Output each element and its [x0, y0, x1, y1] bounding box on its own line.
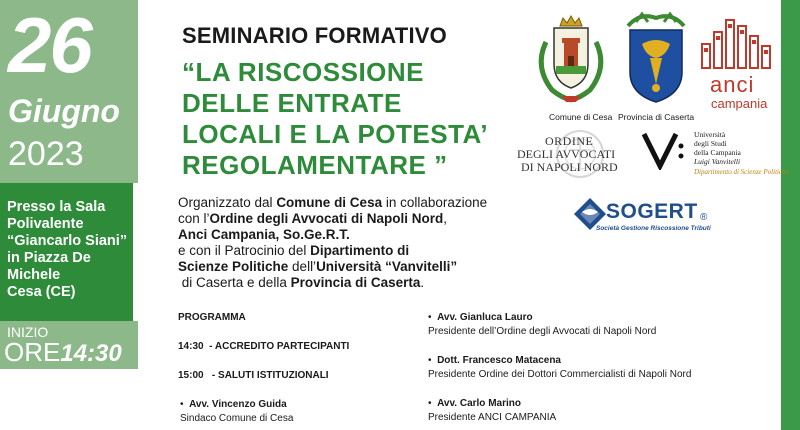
start-time — [4, 339, 122, 366]
org-text: Organizzato dal — [178, 195, 277, 210]
univ-line: Luigi Vanvitelli — [694, 157, 741, 166]
program-time: 15:00 — [178, 370, 204, 381]
bullet-icon: • — [428, 312, 438, 323]
anci-logo-icon — [700, 14, 772, 76]
speaker-role: Presidente ANCI CAMPANIA — [428, 412, 557, 423]
univ-department: Dipartimento di Scienze Politiche — [694, 168, 789, 176]
program-title: PROGRAMMA — [178, 312, 246, 323]
title-line: “LA RISCOSSIONE — [182, 57, 425, 87]
anci-word: anci — [710, 72, 755, 97]
venue-line: Cesa (CE) — [7, 284, 76, 300]
org-text: . — [420, 275, 425, 290]
sogert-word: SOGERT — [606, 200, 698, 223]
venue-line: “Giancarlo Siani” — [7, 233, 128, 249]
ordine-line: ORDINE — [545, 134, 594, 148]
speaker-role: Presidente Ordine dei Dottori Commercialisti di Napoli Nord — [428, 369, 692, 380]
sogert-tagline: Società Gestione Riscossione Tributi — [596, 225, 711, 232]
program-item — [178, 341, 349, 352]
org-text: in collaborazione — [382, 195, 488, 210]
speaker-role: Sindaco Comune di Cesa — [180, 413, 294, 424]
title-line: DELLE ENTRATE — [182, 88, 402, 118]
org-text: di Caserta e della — [181, 275, 291, 290]
venue-box — [0, 183, 133, 321]
caserta-caption: Provincia di Caserta — [618, 112, 695, 122]
speaker-name: Avv. Vincenzo Guida — [189, 399, 287, 410]
caserta-coat-of-arms-icon — [622, 10, 690, 108]
org-text: con l’ — [178, 211, 210, 226]
program-time: 14:30 — [178, 341, 204, 352]
start-time-value: 14:30 — [60, 340, 122, 367]
seminar-title — [182, 57, 522, 181]
bullet-icon: • — [428, 355, 438, 366]
speaker-item — [180, 399, 287, 410]
vanvitelli-v-logo-icon — [640, 130, 686, 170]
program-item — [178, 370, 329, 381]
ordine-line: DI NAPOLI NORD — [521, 160, 618, 174]
venue-line: in Piazza De — [7, 250, 91, 266]
cesa-coat-of-arms-icon — [530, 12, 612, 108]
anci-region: campania — [711, 96, 768, 111]
title-line: REGOLAMENTARE ” — [182, 150, 448, 180]
ordine-line: DEGLI AVVOCATI — [517, 147, 616, 161]
speaker-name: Dott. Francesco Matacena — [437, 355, 561, 366]
start-time-box — [0, 321, 138, 369]
org-text-bold: Scienze Politiche — [178, 259, 289, 274]
start-prefix: ORE — [4, 337, 61, 367]
seminar-heading: SEMINARIO FORMATIVO — [182, 23, 447, 48]
org-text: , — [443, 211, 448, 226]
date-box — [0, 0, 138, 183]
speaker-item — [428, 355, 561, 366]
speaker-name: Avv. Carlo Marino — [437, 398, 521, 409]
registered-mark-icon: ® — [700, 212, 708, 223]
venue-line: Polivalente — [7, 216, 84, 232]
speaker-item — [428, 312, 533, 323]
univ-line: Università — [694, 130, 726, 139]
org-text: e con il Patrocinio del — [178, 243, 311, 258]
speaker-item — [428, 398, 521, 409]
speaker-role: Presidente dell’Ordine degli Avvocati di Napoli Nord — [428, 326, 657, 337]
bullet-icon: • — [428, 398, 438, 409]
right-decorative-strip — [781, 0, 800, 430]
left-column — [0, 0, 138, 430]
organizers-text — [178, 195, 523, 291]
event-day: 26 — [8, 1, 91, 89]
program-label: - SALUTI ISTITUZIONALI — [211, 370, 329, 381]
org-text-bold: Provincia di Caserta — [290, 275, 421, 290]
org-text-bold: Anci Campania, So.Ge.R.T. — [178, 227, 350, 242]
org-text: dell’ — [288, 259, 317, 274]
org-text-bold: Dipartimento di — [310, 243, 410, 258]
univ-line: degli Studi — [694, 139, 727, 148]
bullet-icon: • — [180, 399, 190, 410]
venue-line: Presso la Sala — [7, 199, 106, 215]
event-year: 2023 — [8, 135, 84, 173]
org-text-bold: Comune di Cesa — [276, 195, 383, 210]
cesa-caption: Comune di Cesa — [549, 112, 613, 122]
univ-line: della Campania — [694, 148, 741, 157]
program-label: - ACCREDITO PARTECIPANTI — [209, 341, 350, 352]
org-text-bold: Università “Vanvitelli” — [316, 259, 458, 274]
org-text-bold: Ordine degli Avvocati di Napoli Nord — [209, 211, 444, 226]
title-line: LOCALI E LA POTESTA’ — [182, 119, 489, 149]
start-label: INIZIO — [7, 324, 49, 340]
event-month: Giugno — [8, 93, 120, 129]
venue-line: Michele — [7, 267, 61, 283]
speaker-name: Avv. Gianluca Lauro — [437, 312, 533, 323]
